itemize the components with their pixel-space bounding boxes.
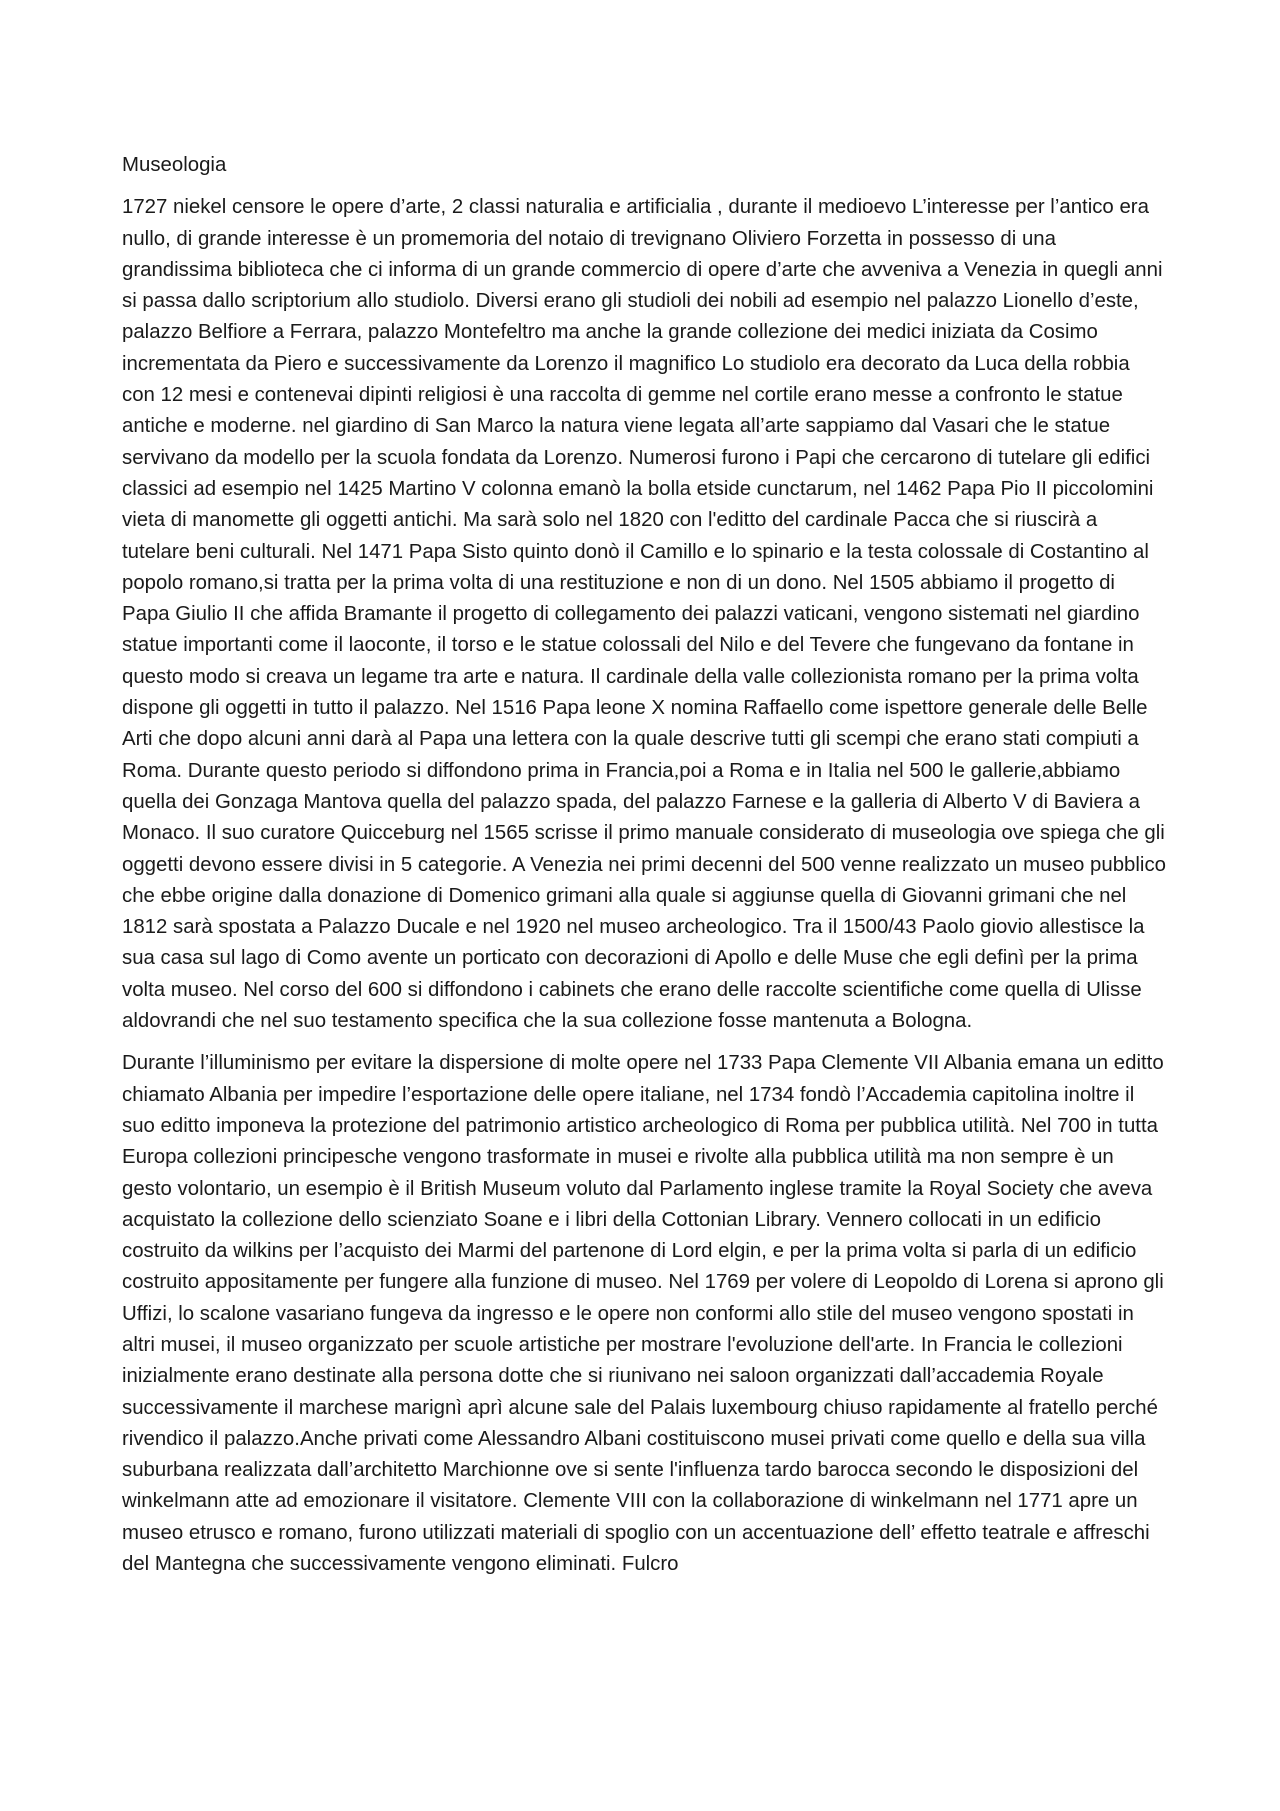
document-title: Museologia	[122, 154, 227, 176]
paragraph-2: Durante l’illuminismo per evitare la dispersione di molte opere nel 1733 Papa Clemente VII Albania emana un editto chiamato Albania per impedire l’esportazione delle opere italiane, nel 1734 fondò l’Accademia capitolina inoltre il suo editto imponeva la protezione del patrimonio artistico archeologico di Roma per pubblica utilità. Nel 700 in tutta Europa collezioni principesche vengono trasformate in musei e rivolte alla pubblica utilità ma non sempre è un gesto volontario, un esempio è il British Museum voluto dal Parlamento inglese tramite la Royal Society che aveva acquistato la collezione dello scienziato Soane e i libri della Cottonian Library. Vennero collocati in un edificio costruito da wilkins per l’acquisto dei Marmi del partenone di Lord elgin, e per la prima volta si parla di un edificio costruito appositamente per fungere alla funzione di museo. Nel 1769 per volere di Leopoldo di Lorena si aprono gli Uffizi, lo scalone vasariano fungeva da ingresso e le opere non conformi allo stile del museo vengono spostati in altri musei, il museo organizzato per scuole artistiche per mostrare l'evoluzione dell'arte. In Francia le collezioni inizialmente erano destinate alla persona dotte che si riunivano nei saloon organizzati dall’accademia Royale successivamente il marchese marignì aprì alcune sale del Palais luxembourg chiuso rapidamente al fratello perché rivendico il palazzo.Anche privati come Alessandro Albani costituiscono musei privati come quello e della sua villa suburbana realizzata dall’architetto Marchionne ove si sente l'influenza tardo barocca secondo le disposizioni del winkelmann atte ad emozionare il visitatore. Clemente VIII con la collaborazione di winkelmann nel 1771 apre un museo etrusco e romano, furono utilizzati materiali di spoglio con un accentuazione dell’ effetto teatrale e affreschi del Mantegna che successivamente vengono eliminati. Fulcro	[122, 1052, 1164, 1576]
document-body	[122, 150, 1166, 1591]
paragraph-1: 1727 niekel censore le opere d’arte, 2 classi naturalia e artificialia , durante il medioevo L’interesse per l’antico era nullo, di grande interesse è un promemoria del notaio di trevignano Oliviero Forzetta in possesso di una grandissima biblioteca che ci informa di un grande commercio di opere d’arte che avveniva a Venezia in quegli anni si passa dallo scriptorium allo studiolo. Diversi erano gli studioli dei nobili ad esempio nel palazzo Lionello d’este, palazzo Belfiore a Ferrara, palazzo Montefeltro ma anche la grande collezione dei medici iniziata da Cosimo incrementata da Piero e successivamente da Lorenzo il magnifico Lo studiolo era decorato da Luca della robbia con 12 mesi e contenevai dipinti religiosi è una raccolta di gemme nel cortile erano messe a confronto le statue antiche e moderne. nel giardino di San Marco la natura viene legata all’arte sappiamo dal Vasari che le statue servivano da modello per la scuola fondata da Lorenzo. Numerosi furono i Papi che cercarono di tutelare gli edifici classici ad esempio nel 1425 Martino V colonna emanò la bolla etside cunctarum, nel 1462 Papa Pio II piccolomini vieta di manomette gli oggetti antichi. Ma sarà solo nel 1820 con l'editto del cardinale Pacca che si riuscirà a tutelare beni culturali. Nel 1471 Papa Sisto quinto donò il Camillo e lo spinario e la testa colossale di Costantino al popolo romano,si tratta per la prima volta di una restituzione e non di un dono. Nel 1505 abbiamo il progetto di Papa Giulio II che affida Bramante il progetto di collegamento dei palazzi vaticani, vengono sistemati nel giardino statue importanti come il laoconte, il torso e le statue colossali del Nilo e del Tevere che fungevano da fontane in questo modo si creava un legame tra arte e natura. Il cardinale della valle collezionista romano per la prima volta dispone gli oggetti in tutto il palazzo. Nel 1516 Papa leone X nomina Raffaello come ispettore generale delle Belle Arti che dopo alcuni anni darà al Papa una lettera con la quale descrive tutti gli scempi che erano stati compiuti a Roma. Durante questo periodo si diffondono prima in Francia,poi a Roma e in Italia nel 500 le gallerie,abbiamo quella dei Gonzaga Mantova quella del palazzo spada, del palazzo Farnese e la galleria di Alberto V di Baviera a Monaco. Il suo curatore Quicceburg nel 1565 scrisse il primo manuale considerato di museologia ove spiega che gli oggetti devono essere divisi in 5 categorie. A Venezia nei primi decenni del 500 venne realizzato un museo pubblico che ebbe origine dalla donazione di Domenico grimani alla quale si aggiunse quella di Giovanni grimani che nel 1812 sarà spostata a Palazzo Ducale e nel 1920 nel museo archeologico. Tra il 1500/43 Paolo giovio allestisce la sua casa sul lago di Como avente un porticato con decorazioni di Apollo e delle Muse che egli definì per la prima volta museo. Nel corso del 600 si diffondono i cabinets che erano delle raccolte scientifiche come quella di Ulisse aldovrandi che nel suo testamento specifica che la sua collezione fosse mantenuta a Bologna.	[122, 196, 1166, 1033]
